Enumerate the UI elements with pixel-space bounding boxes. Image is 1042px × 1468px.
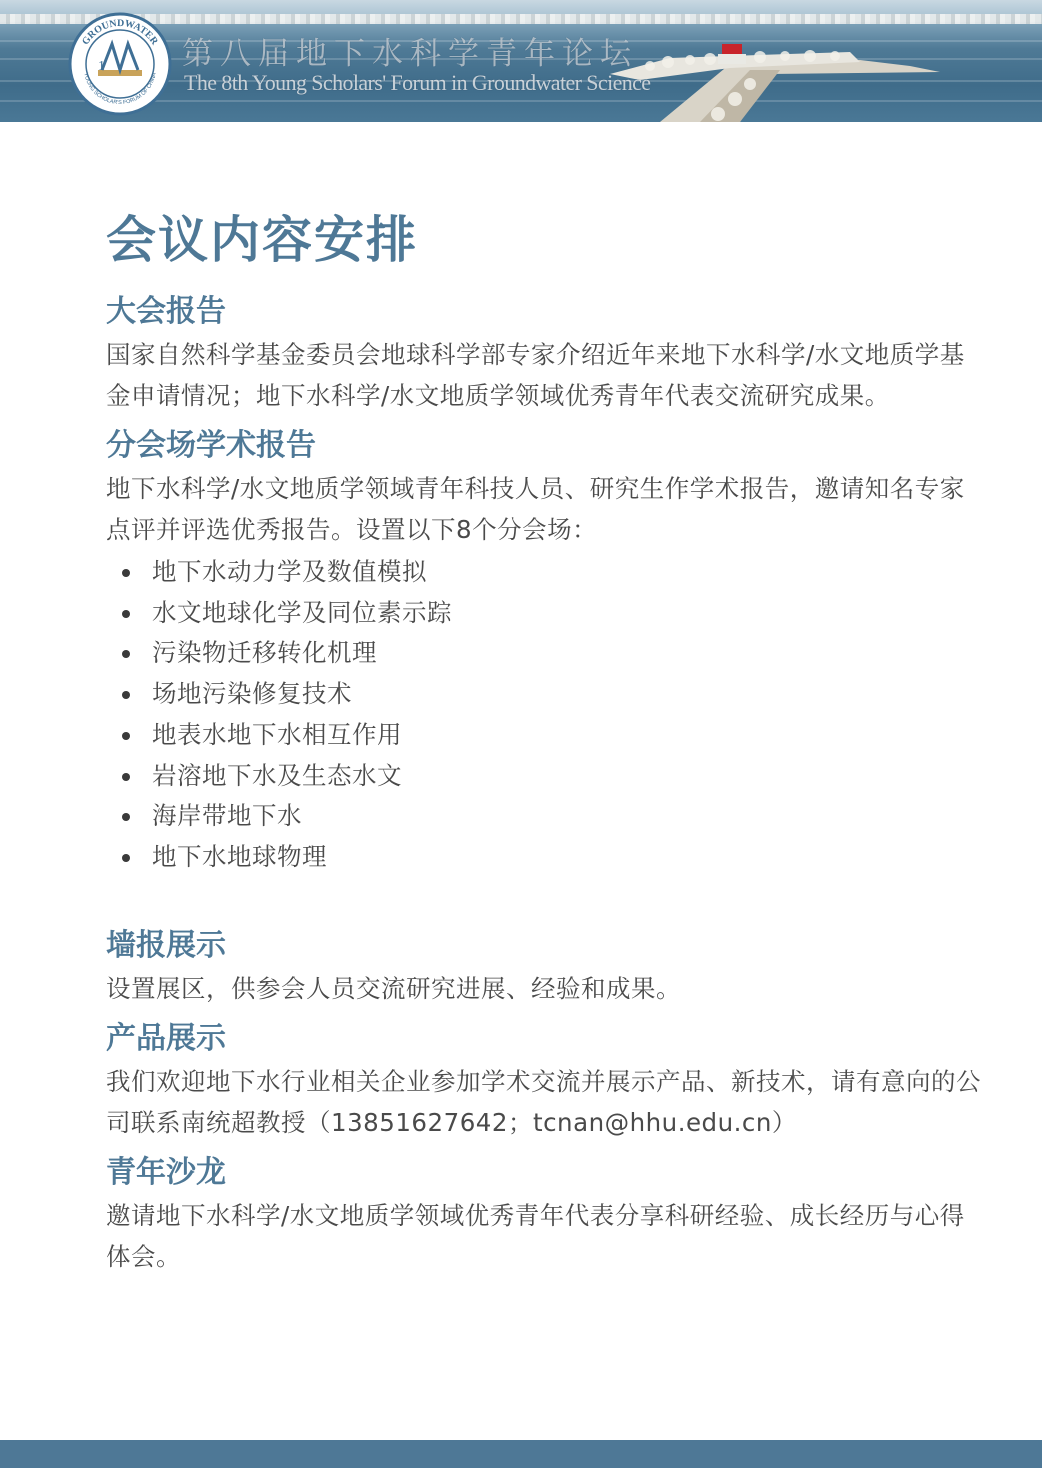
header-banner [0,0,1042,122]
list-item-label: 地表水地下水相互作用 [152,719,402,749]
section-text-plenary: 国家自然科学基金委员会地球科学部专家介绍近年来地下水科学/水文地质学基金申请情况；地下水科学/水文地质学领域优秀青年代表交流研究成果。 [106,340,965,410]
forum-title-cn: 第八届地下水科学青年论坛 [182,36,638,72]
list-item [106,715,986,756]
bullet-icon [122,610,130,618]
list-item [106,796,986,837]
list-item [106,837,986,878]
section-poster [106,926,986,1009]
page-title: 会议内容安排 [106,211,418,269]
footer-bar [0,1440,1042,1468]
section-sessions [106,426,986,878]
section-text-salon: 邀请地下水科学/水文地质学领域优秀青年代表分享科研经验、成长经历与心得体会。 [106,1200,965,1271]
logo-top-text: GROUNDWATER [80,17,160,48]
list-item [106,593,986,634]
list-item-label: 场地污染修复技术 [152,679,352,709]
list-item [106,633,986,674]
list-item [106,674,986,715]
list-item-label: 地下水地球物理 [152,841,327,871]
section-product [106,1019,986,1143]
bullet-icon [122,691,130,699]
section-plenary [106,292,986,416]
section-heading-poster: 墙报展示 [106,927,226,963]
forum-logo [68,12,172,116]
list-item-label: 海岸带地下水 [152,801,302,831]
section-heading-product: 产品展示 [106,1020,226,1056]
section-text-sessions: 地下水科学/水文地质学领域青年科技人员、研究生作学术报告，邀请知名专家点评并评选优秀报告。设置以下8个分会场： [106,474,965,544]
list-item-label: 地下水动力学及数值模拟 [152,557,427,586]
list-item-label: 水文地球化学及同位素示踪 [152,597,452,627]
logo-bottom-text: YOUNG SCHOLAR'S FORUM OF CHINA [82,72,158,107]
list-item-label: 岩溶地下水及生态水文 [152,760,402,790]
bullet-icon [122,732,130,740]
bullet-icon [122,813,130,821]
lighthouse-pier-image [610,44,1042,122]
section-heading-sessions: 分会场学术报告 [106,428,316,463]
bullet-icon [122,650,130,658]
section-text-product: 我们欢迎地下水行业相关企业参加学术交流并展示产品、新技术，请有意向的公司联系南统超教授（13851627642；tcnan@hhu.edu.cn） [106,1066,981,1137]
svg-text:1: 1 [98,59,105,74]
section-heading-plenary: 大会报告 [106,294,226,329]
list-item [106,552,986,593]
main-content [106,200,986,1287]
session-list [106,552,986,878]
bullet-icon [122,773,130,781]
section-salon [106,1153,986,1277]
section-text-poster: 设置展区，供参会人员交流研究进展、经验和成果。 [106,973,681,1003]
section-heading-salon: 青年沙龙 [106,1154,226,1190]
bullet-icon [122,854,130,862]
list-item [106,756,986,797]
bullet-icon [122,569,130,577]
list-item-label: 污染物迁移转化机理 [152,638,377,668]
forum-title-en: The 8th Young Scholars' Forum in Groundwater Science [184,70,651,95]
